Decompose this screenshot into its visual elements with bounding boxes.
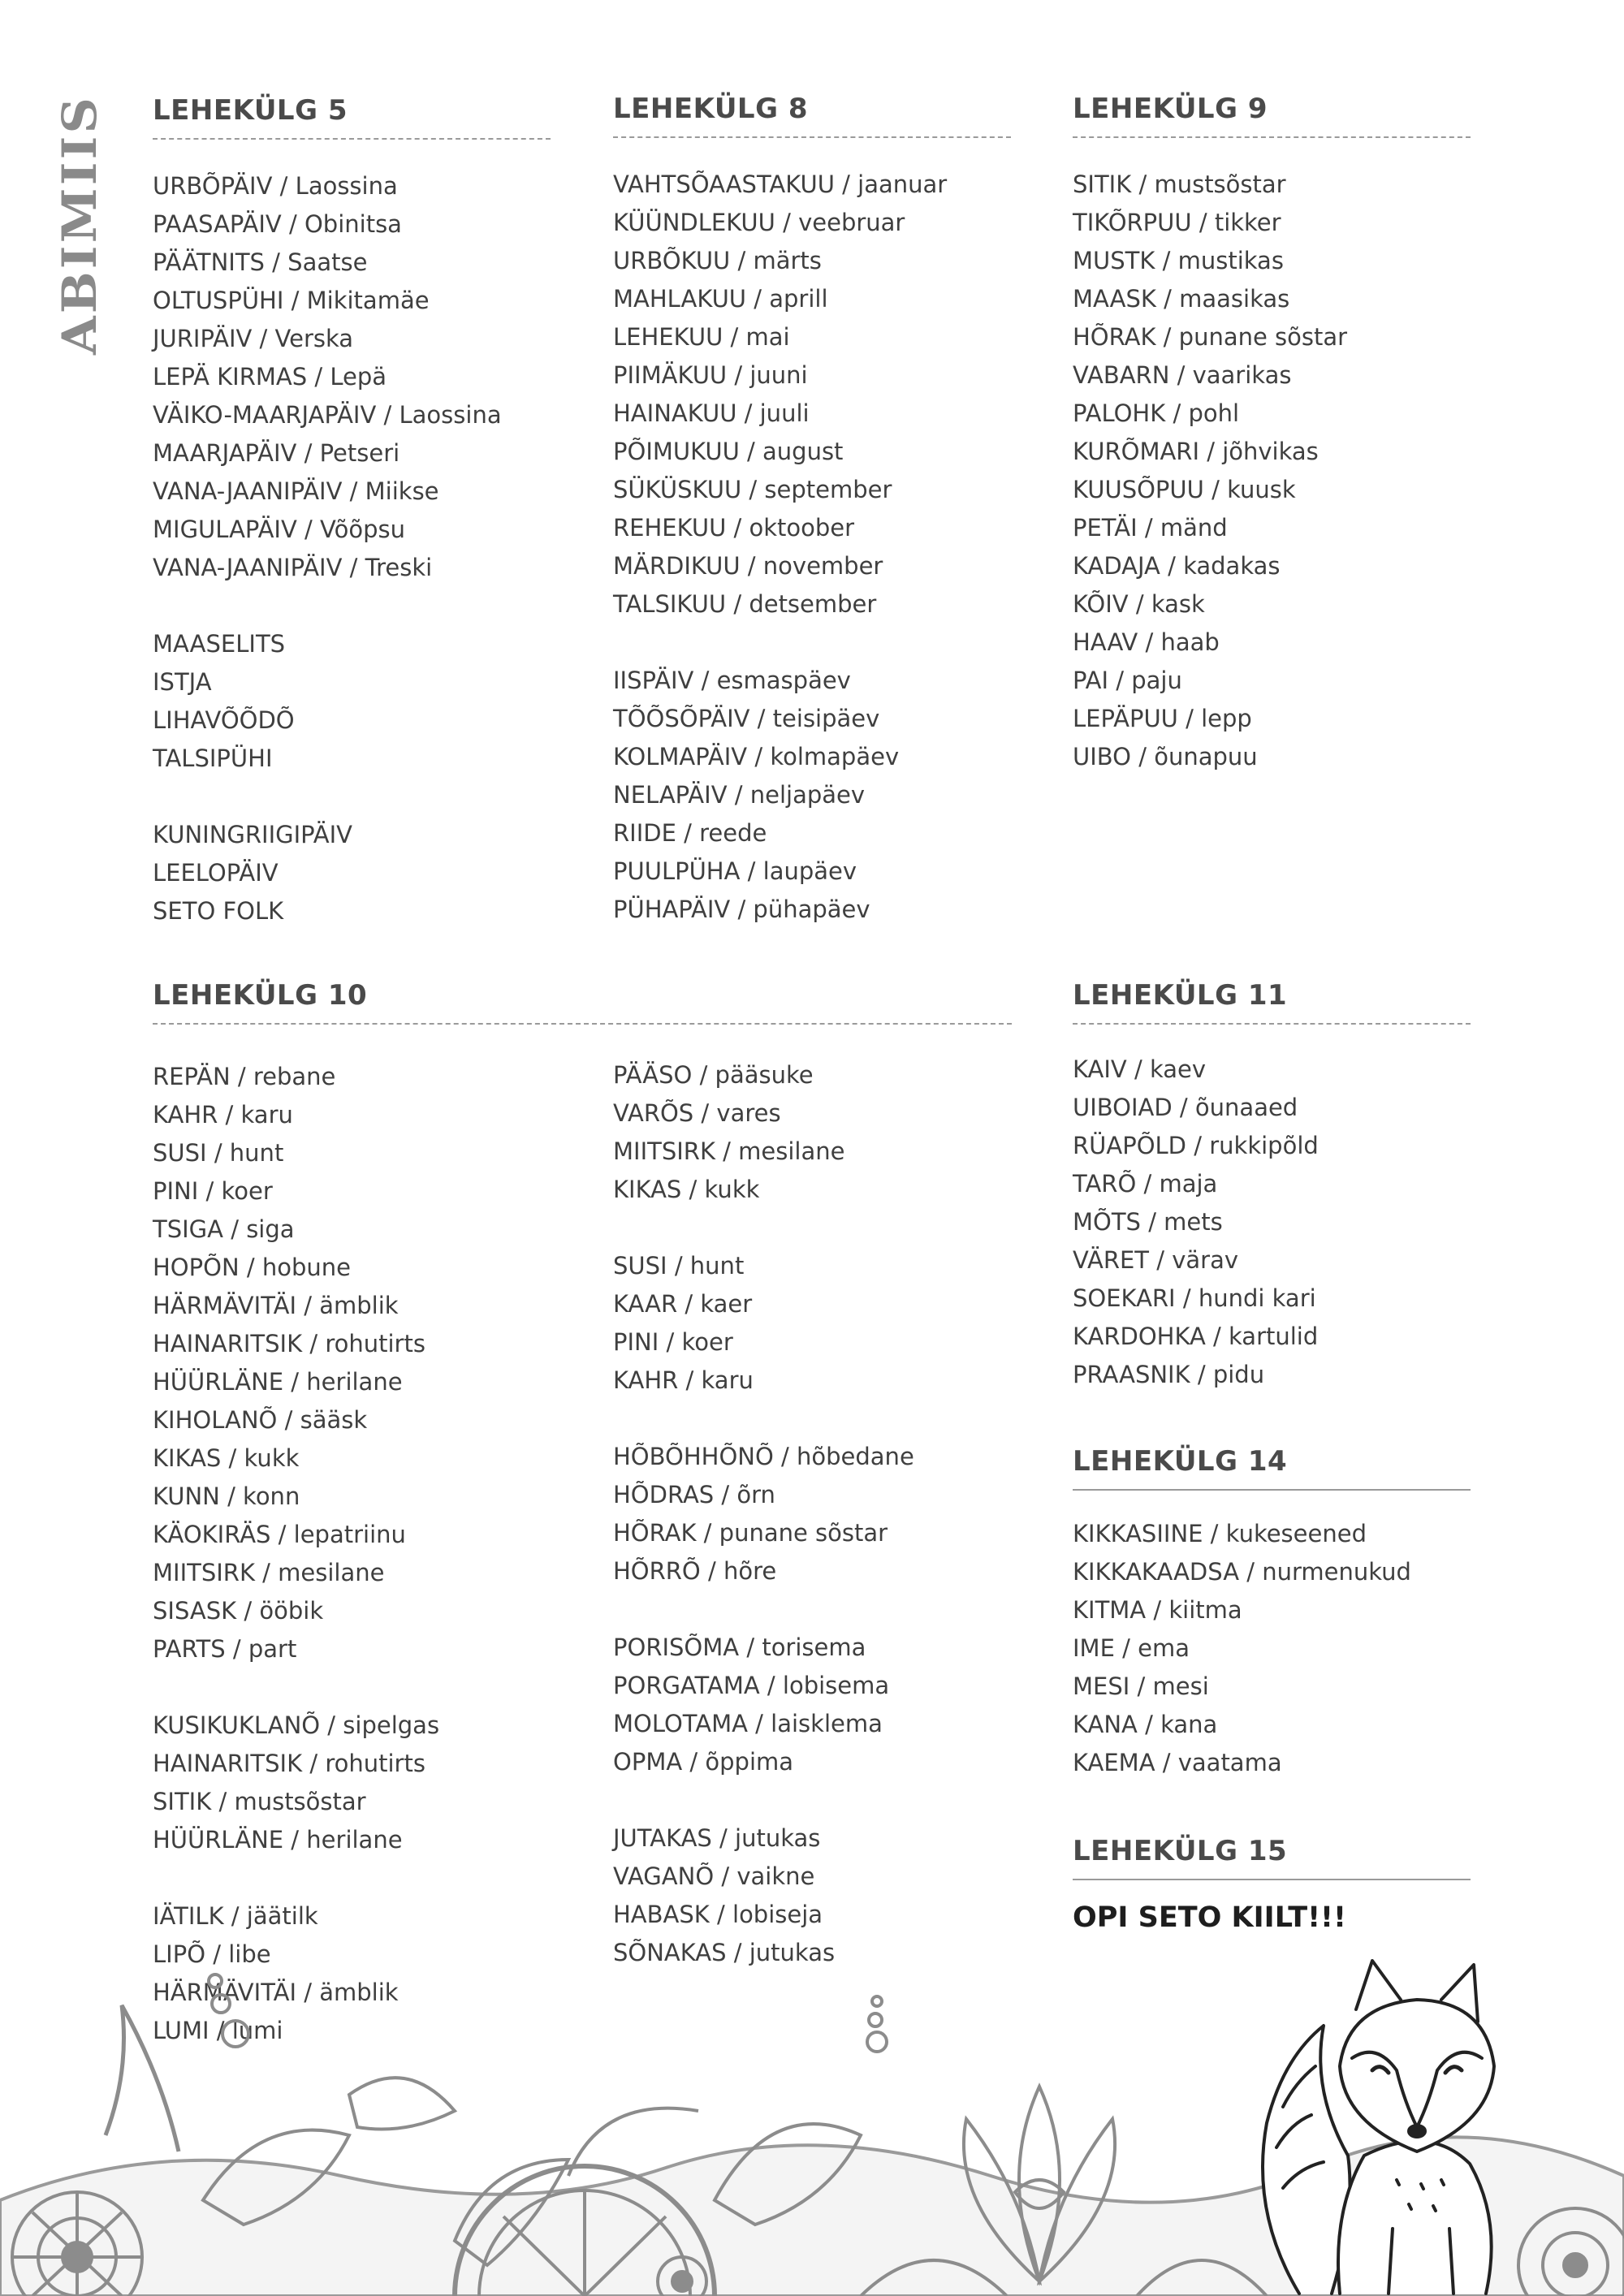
list-item: TIKÕRPUU / tikker	[1073, 209, 1281, 236]
list-item: MIITSIRK / mesilane	[153, 1559, 385, 1586]
divider	[153, 1023, 1012, 1025]
slogan: OPI SETO KIILT!!!	[1073, 1901, 1346, 1934]
list-item: KAHR / karu	[153, 1101, 293, 1129]
list-item: PAI / paju	[1073, 667, 1182, 694]
list-item: SITIK / mustsõstar	[153, 1788, 366, 1815]
list-item: RÜAPÕLD / rukkipõld	[1073, 1132, 1319, 1159]
list-spacer	[613, 624, 1011, 662]
list-item: KARDOHKA / kartulid	[1073, 1323, 1319, 1350]
list-item: KANA / kana	[1073, 1711, 1218, 1738]
list-item: KUSIKUKLANÕ / sipelgas	[153, 1711, 440, 1739]
section-page-9	[1073, 93, 1471, 776]
list-item: KIKAS / kukk	[613, 1176, 760, 1203]
word-list	[613, 1056, 1011, 1972]
list-item: HÕRRÕ / hõre	[613, 1557, 777, 1585]
fox-icon	[1234, 1944, 1510, 2296]
list-item: OLTUSPÜHI / Mikitamäe	[153, 287, 430, 314]
list-item: IÄTILK / jäätilk	[153, 1902, 318, 1930]
list-item: IME / ema	[1073, 1634, 1190, 1662]
list-item: TALSIPÜHI	[153, 744, 273, 772]
list-item: JUTAKAS / jutukas	[613, 1824, 821, 1852]
list-item: KAIV / kaev	[1073, 1055, 1207, 1083]
list-item: MAASELITS	[153, 630, 286, 658]
list-item: KIKKASIINE / kukeseened	[1073, 1520, 1367, 1547]
list-item: KIHOLANÕ / sääsk	[153, 1406, 368, 1434]
list-item: KUUSÕPUU / kuusk	[1073, 476, 1296, 503]
list-item: HAINARITSIK / rohutirts	[153, 1750, 425, 1777]
list-item: HÕRAK / punane sõstar	[613, 1519, 888, 1547]
list-item: PORGATAMA / lobisema	[613, 1672, 890, 1699]
list-item: TARÕ / maja	[1073, 1170, 1218, 1198]
word-list	[153, 167, 551, 930]
list-item: VÄRET / värav	[1073, 1246, 1239, 1274]
list-item: SOEKARI / hundi kari	[1073, 1284, 1316, 1312]
list-item: PETÄI / mänd	[1073, 514, 1228, 542]
list-item: KÕIV / kask	[1073, 590, 1205, 618]
list-item: PORISÕMA / torisema	[613, 1634, 866, 1661]
word-list	[613, 166, 1011, 929]
list-spacer	[153, 1859, 551, 1897]
list-item: UIBOIAD / õunaaed	[1073, 1094, 1298, 1121]
list-item: SUSI / hunt	[613, 1252, 745, 1280]
word-list	[153, 1058, 551, 2050]
list-item: NELAPÄIV / neljapäev	[613, 781, 866, 809]
section-heading: LEHEKÜLG 14	[1073, 1445, 1288, 1478]
list-item: SETO FOLK	[153, 897, 284, 925]
list-spacer	[613, 1781, 1011, 1819]
list-item: MOLOTAMA / laisklema	[613, 1710, 883, 1737]
list-item: LIHAVÕÕDÕ	[153, 706, 295, 734]
list-item: PUULPÜHA / laupäev	[613, 857, 857, 885]
list-item: HÜÜRLÄNE / herilane	[153, 1368, 403, 1396]
list-item: URBÕKUU / märts	[613, 247, 822, 274]
divider	[613, 136, 1011, 138]
list-item: LIPÕ / libe	[153, 1940, 271, 1968]
section-page-8	[613, 93, 1011, 929]
list-item: TÕÕSÕPÄIV / teisipäev	[613, 705, 880, 732]
divider	[153, 138, 551, 140]
list-item: TSIGA / siga	[153, 1215, 295, 1243]
list-item: KUNINGRIIGIPÄIV	[153, 821, 353, 848]
list-item: LEPÄPUU / lepp	[1073, 705, 1252, 732]
list-item: VAGANÕ / vaikne	[613, 1862, 815, 1890]
list-item: REHEKUU / oktoober	[613, 514, 855, 542]
list-item: HABASK / lobiseja	[613, 1901, 823, 1928]
list-item: SITIK / mustsõstar	[1073, 170, 1286, 198]
list-item: TALSIKUU / detsember	[613, 590, 877, 618]
section-heading: LEHEKÜLG 9	[1073, 93, 1268, 125]
list-item: MAHLAKUU / aprill	[613, 285, 828, 313]
section-page-15	[1073, 1835, 1471, 1934]
list-item: KAAR / kaer	[613, 1290, 753, 1318]
section-heading: LEHEKÜLG 11	[1073, 979, 1288, 1012]
list-spacer	[153, 1668, 551, 1707]
word-list	[1073, 1051, 1471, 1394]
list-item: PINI / koer	[153, 1177, 273, 1205]
list-item: VABARN / vaarikas	[1073, 361, 1292, 389]
list-item: VAHTSÕAASTAKUU / jaanuar	[613, 170, 948, 198]
divider	[1073, 1489, 1471, 1491]
word-list	[1073, 1515, 1471, 1782]
list-item: SUSI / hunt	[153, 1139, 284, 1167]
divider	[1073, 136, 1471, 138]
list-item: VARÕS / vares	[613, 1099, 781, 1127]
section-heading: LEHEKÜLG 8	[613, 93, 808, 125]
list-item: HÕRAK / punane sõstar	[1073, 323, 1348, 351]
list-item: VANA-JAANIPÄIV / Miikse	[153, 477, 439, 505]
divider	[1073, 1023, 1471, 1025]
section-page-14	[1073, 1445, 1471, 1782]
list-item: ISTJA	[153, 668, 212, 696]
list-item: MAASK / maasikas	[1073, 285, 1290, 313]
list-item: MÄRDIKUU / november	[613, 552, 883, 580]
list-item: HÜÜRLÄNE / herilane	[153, 1826, 403, 1854]
section-page-11	[1073, 979, 1471, 1394]
list-spacer	[613, 1400, 1011, 1438]
list-item: PÕIMUKUU / august	[613, 438, 844, 465]
list-item: PÜHAPÄIV / pühapäev	[613, 896, 870, 923]
list-item: PRAASNIK / pidu	[1073, 1361, 1265, 1388]
section-heading: LEHEKÜLG 15	[1073, 1835, 1288, 1867]
list-item: MIGULAPÄIV / Võõpsu	[153, 516, 405, 543]
list-item: KAHR / karu	[613, 1366, 754, 1394]
list-item: LEHEKUU / mai	[613, 323, 790, 351]
list-item: VÄIKO-MAARJAPÄIV / Laossina	[153, 401, 502, 429]
section-heading: LEHEKÜLG 10	[153, 979, 368, 1012]
list-item: PARTS / part	[153, 1635, 297, 1663]
list-item: KADAJA / kadakas	[1073, 552, 1281, 580]
list-spacer	[613, 1209, 1011, 1247]
list-item: PINI / koer	[613, 1328, 733, 1356]
section-heading: LEHEKÜLG 5	[153, 94, 348, 127]
list-spacer	[153, 778, 551, 816]
list-item: MÕTS / mets	[1073, 1208, 1223, 1236]
side-title-graphic	[50, 93, 107, 361]
divider	[1073, 1879, 1471, 1880]
list-item: LEPÄ KIRMAS / Lepä	[153, 363, 387, 391]
list-item: LUMI / lumi	[153, 2017, 283, 2044]
list-item: KIKAS / kukk	[153, 1444, 300, 1472]
list-item: MESI / mesi	[1073, 1672, 1209, 1700]
list-item: HÕDRAS / õrn	[613, 1481, 775, 1508]
section-page-5	[153, 94, 551, 930]
list-item: MIITSIRK / mesilane	[613, 1137, 845, 1165]
list-item: LEELOPÄIV	[153, 859, 279, 887]
list-spacer	[613, 1590, 1011, 1629]
list-item: HOPÕN / hobune	[153, 1254, 351, 1281]
list-item: PALOHK / pohl	[1073, 399, 1240, 427]
list-item: MUSTK / mustikas	[1073, 247, 1284, 274]
list-item: RIIDE / reede	[613, 819, 767, 847]
section-page-10	[153, 979, 1013, 1025]
list-spacer	[153, 587, 551, 625]
side-title-text: ABIMIIS	[52, 109, 107, 355]
list-item: KIKKAKAADSA / nurmenukud	[1073, 1558, 1411, 1586]
list-item: PIIMÄKUU / juuni	[613, 361, 808, 389]
list-item: HÕBÕHHÕNÕ / hõbedane	[613, 1443, 914, 1470]
word-list	[1073, 166, 1471, 776]
list-item: KÜÜNDLEKUU / veebruar	[613, 209, 905, 236]
list-item: MAARJAPÄIV / Petseri	[153, 439, 400, 467]
list-item: UIBO / õunapuu	[1073, 743, 1258, 770]
side-title	[50, 93, 107, 361]
list-item: HÄRMÄVITÄI / ämblik	[153, 1292, 399, 1319]
list-item: JURIPÄIV / Verska	[153, 325, 354, 352]
list-item: SÜKÜSKUU / september	[613, 476, 892, 503]
list-item: KOLMAPÄIV / kolmapäev	[613, 743, 900, 770]
list-item: HAINAKUU / juuli	[613, 399, 810, 427]
list-item: SÕNAKAS / jutukas	[613, 1939, 836, 1966]
list-item: KÄOKIRÄS / lepatriinu	[153, 1521, 406, 1548]
list-item: KURÕMARI / jõhvikas	[1073, 438, 1319, 465]
list-item: HAINARITSIK / rohutirts	[153, 1330, 425, 1357]
list-item: PÄÄSO / pääsuke	[613, 1061, 814, 1089]
list-item: PAASAPÄIV / Obinitsa	[153, 210, 402, 238]
list-item: KAEMA / vaatama	[1073, 1749, 1282, 1776]
list-item: HAAV / haab	[1073, 628, 1220, 656]
list-item: PÄÄTNITS / Saatse	[153, 248, 368, 276]
list-item: SISASK / ööbik	[153, 1597, 324, 1625]
list-item: REPÄN / rebane	[153, 1063, 336, 1090]
page-10-right-list	[613, 1056, 1011, 1972]
list-item: KITMA / kiitma	[1073, 1596, 1242, 1624]
list-item: URBÕPÄIV / Laossina	[153, 172, 398, 200]
list-item: OPMA / õppima	[613, 1748, 794, 1776]
page-10-left-list	[153, 1058, 551, 2050]
list-item: VANA-JAANIPÄIV / Treski	[153, 554, 433, 581]
list-item: HÄRMÄVITÄI / ämblik	[153, 1979, 399, 2006]
list-item: KUNN / konn	[153, 1482, 300, 1510]
list-item: IISPÄIV / esmaspäev	[613, 667, 851, 694]
